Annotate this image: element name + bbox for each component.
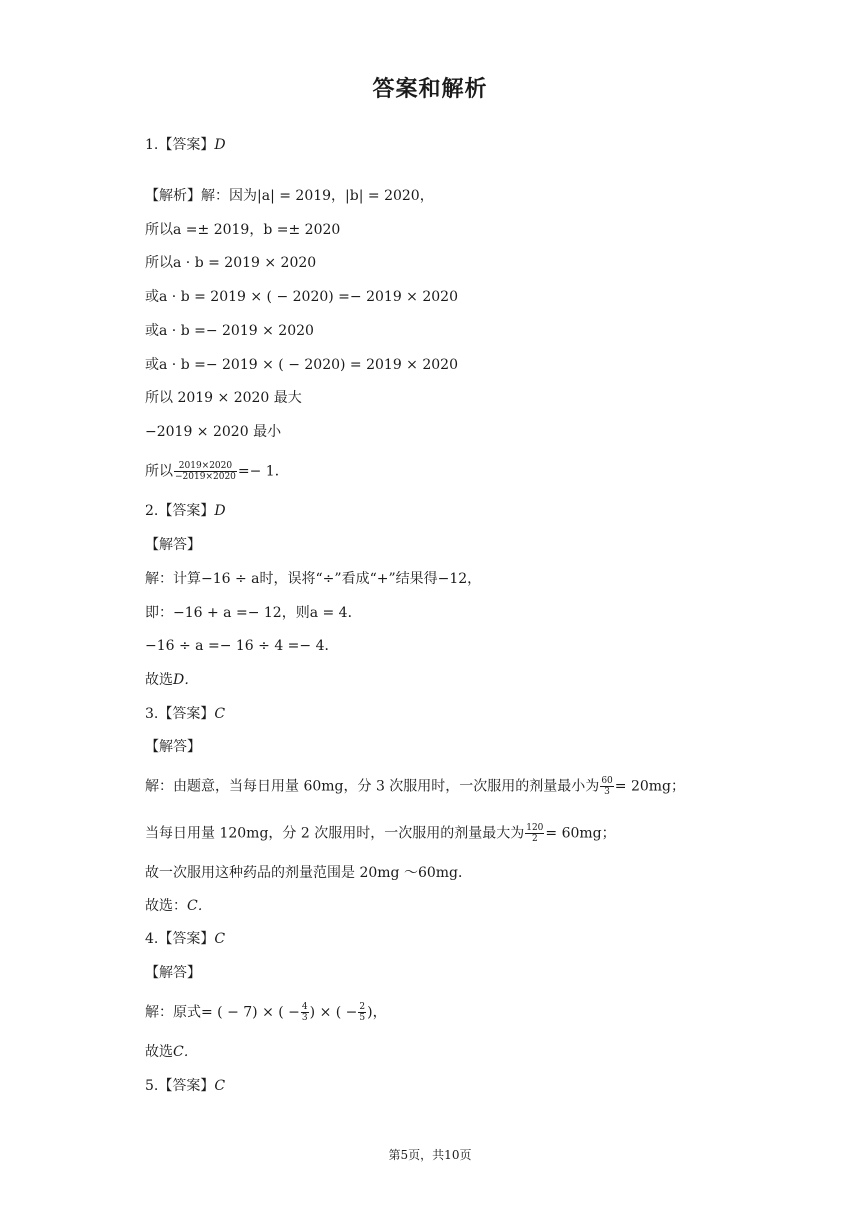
q2-line-1: 解：计算−16 ÷ a时，误将“÷”看成“+”结果得−12， — [145, 571, 482, 587]
q3-line-4-text: 故选： — [145, 898, 187, 914]
q3-line-1-text: 解：由题意，当每日用量 60mg，分 3 次服用时，一次服用的剂量最小为 — [145, 778, 600, 795]
q1-line-3-text: 或 — [145, 289, 159, 305]
q1-line-1-text: 所以 — [145, 222, 173, 238]
q5-answer — [145, 1076, 225, 1096]
q4-fraction-1-numerator: 4 — [301, 1002, 308, 1012]
q1-line-4-text: 或 — [145, 323, 159, 339]
q1-line-1-math: a =± 2019，b =± 2020 — [173, 222, 341, 238]
q2-line-2: 即：−16 + a =− 12，则a = 4． — [145, 605, 362, 621]
q1-line-5 — [145, 355, 458, 375]
q4-line-1-math: ) × ( − — [309, 1004, 358, 1021]
q4-line-2-choice: C． — [173, 1044, 198, 1060]
q2-line-4 — [145, 670, 198, 690]
q3-line-2 — [145, 823, 616, 844]
q2-answer — [145, 501, 226, 521]
q2-line-4-choice: D． — [173, 672, 199, 688]
q1-line-4-math: a · b =− 2019 × 2020 — [159, 323, 314, 339]
q4-answer-value: C — [214, 931, 226, 947]
q3-fraction-1-denominator: 3 — [604, 787, 610, 797]
q1-analysis: 【解析】解：因为|a| = 2019，|b| = 2020， — [145, 188, 434, 204]
q2-answer-value: D — [214, 503, 226, 519]
q5-answer-value: C — [214, 1078, 226, 1094]
q1-fraction-denominator: −2019×2020 — [175, 472, 236, 482]
q1-answer — [145, 135, 226, 155]
q1-answer-value: D — [214, 137, 226, 153]
q4-fraction-2-numerator: 2 — [359, 1002, 366, 1012]
q4-line-1 — [145, 1002, 387, 1023]
q3-fraction-1 — [600, 776, 613, 797]
q1-line-8-math: =− 1． — [237, 463, 289, 480]
q3-fraction-2 — [525, 823, 544, 844]
q3-fraction-2-denominator: 2 — [531, 834, 538, 844]
q4-fraction-1 — [301, 1002, 309, 1023]
q1-line-4 — [145, 321, 314, 341]
q3-answer-label: 3.【答案】 — [145, 706, 215, 722]
q1-line-8 — [145, 461, 289, 482]
q1-line-2-text: 所以 — [145, 255, 173, 271]
q1-line-8-text: 所以 — [145, 463, 173, 480]
q4-fraction-1-denominator: 3 — [301, 1013, 308, 1023]
q1-line-2-math: a · b = 2019 × 2020 — [173, 255, 317, 271]
q4-fraction-2-denominator: 5 — [359, 1013, 366, 1023]
q3-line-1-math: = 20mg； — [614, 778, 685, 795]
q1-line-5-math: a · b =− 2019 × ( − 2020) = 2019 × 2020 — [159, 357, 458, 373]
q3-line-1 — [145, 776, 685, 797]
q3-answer — [145, 704, 225, 724]
q1-fraction-numerator: 2019×2020 — [174, 461, 237, 472]
q1-line-1 — [145, 220, 340, 240]
q3-heading: 【解答】 — [145, 739, 201, 755]
q3-fraction-2-numerator: 120 — [526, 823, 544, 833]
q4-answer-label: 4.【答案】 — [145, 931, 215, 947]
q4-heading: 【解答】 — [145, 965, 201, 981]
q3-answer-value: C — [214, 706, 226, 722]
q2-line-4-text: 故选 — [145, 672, 173, 688]
q4-line-1-text: 解：原式= ( − 7) × ( − — [145, 1004, 300, 1021]
q1-answer-label: 1.【答案】 — [145, 137, 215, 153]
q1-fraction — [174, 461, 237, 482]
q2-line-3: −16 ÷ a =− 16 ÷ 4 =− 4． — [145, 638, 339, 654]
q5-answer-label: 5.【答案】 — [145, 1078, 215, 1094]
q3-line-2-text: 当每日用量 120mg，分 2 次服用时，一次服用的剂量最大为 — [145, 825, 525, 842]
q3-line-3: 故一次服用这种药品的剂量范围是 20mg ～60mg． — [145, 865, 473, 881]
q4-line-1-end: )， — [367, 1004, 387, 1021]
q1-line-7: −2019 × 2020 最小 — [145, 424, 282, 440]
q3-line-4 — [145, 896, 212, 916]
q3-line-2-math: = 60mg； — [545, 825, 616, 842]
page-footer: 第5页，共10页 — [388, 1148, 472, 1162]
q1-line-3 — [145, 287, 458, 307]
q1-line-3-math: a · b = 2019 × ( − 2020) =− 2019 × 2020 — [159, 289, 458, 305]
page-title: 答案和解析 — [372, 77, 488, 102]
q4-fraction-2 — [358, 1002, 366, 1023]
q1-line-6: 所以 2019 × 2020 最大 — [145, 390, 302, 406]
q4-line-2-text: 故选 — [145, 1044, 173, 1060]
q2-answer-label: 2.【答案】 — [145, 503, 215, 519]
q4-answer — [145, 929, 225, 949]
q3-line-4-choice: C． — [187, 898, 212, 914]
q3-fraction-1-numerator: 60 — [601, 776, 613, 786]
q1-line-5-text: 或 — [145, 357, 159, 373]
q1-line-2 — [145, 253, 316, 273]
q2-heading: 【解答】 — [145, 537, 201, 553]
q4-line-2 — [145, 1042, 198, 1062]
